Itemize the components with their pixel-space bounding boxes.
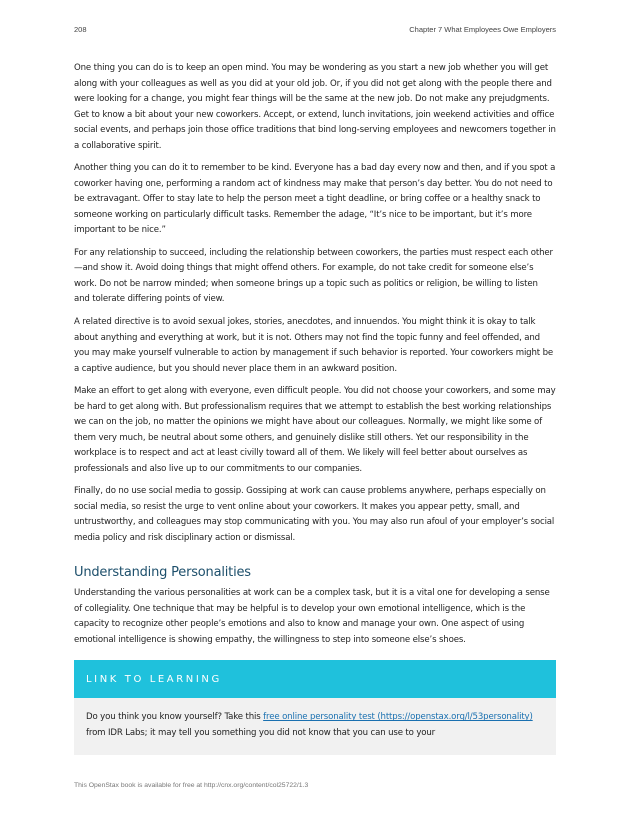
link-text-before: Do you think you know yourself? Take this [86,712,264,723]
page-footer: This OpenStax book is available for free at http://cnx.org/content/col25722/1.3 [74,782,309,789]
page-content [74,61,556,755]
link-text-after: from IDR Labs; it may tell you something you did not know that you can use to your [86,727,436,738]
section-heading: Understanding Personalities [74,565,251,581]
page-number: 208 [74,25,87,34]
paragraph-personalities: Understanding the various personalities at work can be a complex task, but it is a vital one for developing a sense of collegiality. One technique that may be helpful is to develop your own emotional intelligence, which is the capacity to recognize other people’s emotions and also to know and manage your own. One aspect of using emotional intelligence is showing empathy, the willingness to step into someone else’s shoes. [74,588,550,645]
link-to-learning-box [74,660,556,755]
paragraph-respect: For any relationship to succeed, including the relationship between coworkers, the parties must respect each other—and show it. Avoid doing things that might offend others. For example, do not take credit for someone else’s work. Do not be narrow minded; when someone brings up a topic such as politics or religion, be willing to listen and tolerate differing points of view. [74,247,553,305]
link-to-learning-text [86,710,544,741]
paragraph-social-media: Finally, do no use social media to gossip. Gossiping at work can cause problems anywhere, perhaps especially on social media, so resist the urge to vent online about your coworkers. It makes you appear petty, small, and untrustworthy, and colleagues may stop communicating with you. You may also run afoul of your employer’s social media policy and risk disciplinary action or dismissal. [74,486,555,543]
personality-test-link[interactable]: free online personality test (https://openstax.org/l/53personality) [263,712,533,723]
chapter-title: Chapter 7 What Employees Owe Employers [409,25,556,34]
paragraph-be-kind: Another thing you can do it to remember to be kind. Everyone has a bad day every now and then, and if you spot a coworker having one, performing a random act of kindness may make that person’s day better. You do not need to be extravagant. Offer to stay late to help the person meet a tight deadline, or bring coffee or a healthy snack to someone working on particularly difficult tasks. Remember the adage, “It’s nice to be important, but it’s more important to be nice.” [74,163,556,236]
paragraph-get-along: Make an effort to get along with everyone, even difficult people. You did not choose your coworkers, and some may be hard to get along with. But professionalism requires that we attempt to establish the best working relationships we can on the job, no matter the opinions we might have about our colleagues. Normally, we might like some of them very much, be neutral about some others, and genuinely dislike still others. Yet our responsibility in the workplace is to respect and act at least civilly toward all of them. We likely will feel better about ourselves as professionals and also live up to our commitments to our companies. [74,386,556,474]
link-to-learning-header [74,660,556,698]
link-to-learning-title: LINK TO LEARNING [86,673,222,685]
paragraph-open-mind: One thing you can do is to keep an open mind. You may be wondering as you start a new job whether you will get along with your colleagues as well as you did at your old job. Or, if you did not get along with the people there and were looking for a change, you might fear things will be the same at the new job. Do not make any prejudgments. Get to know a bit about your new coworkers. Accept, or extend, lunch invitations, join weekend activities and office social events, and perhaps join those office traditions that bind long-serving employees and newcomers together in a collaborative spirit. [74,63,556,151]
page-header [74,25,556,34]
link-to-learning-body [74,698,556,755]
paragraph-avoid-jokes: A related directive is to avoid sexual jokes, stories, anecdotes, and innuendos. You might think it is okay to talk about anything and everything at work, but it is not. Others may not find the topic funny and feel offended, and you may make yourself vulnerable to action by management if such behavior is reported. Your coworkers might be a captive audience, but you should never place them in an awkward position. [74,317,554,374]
